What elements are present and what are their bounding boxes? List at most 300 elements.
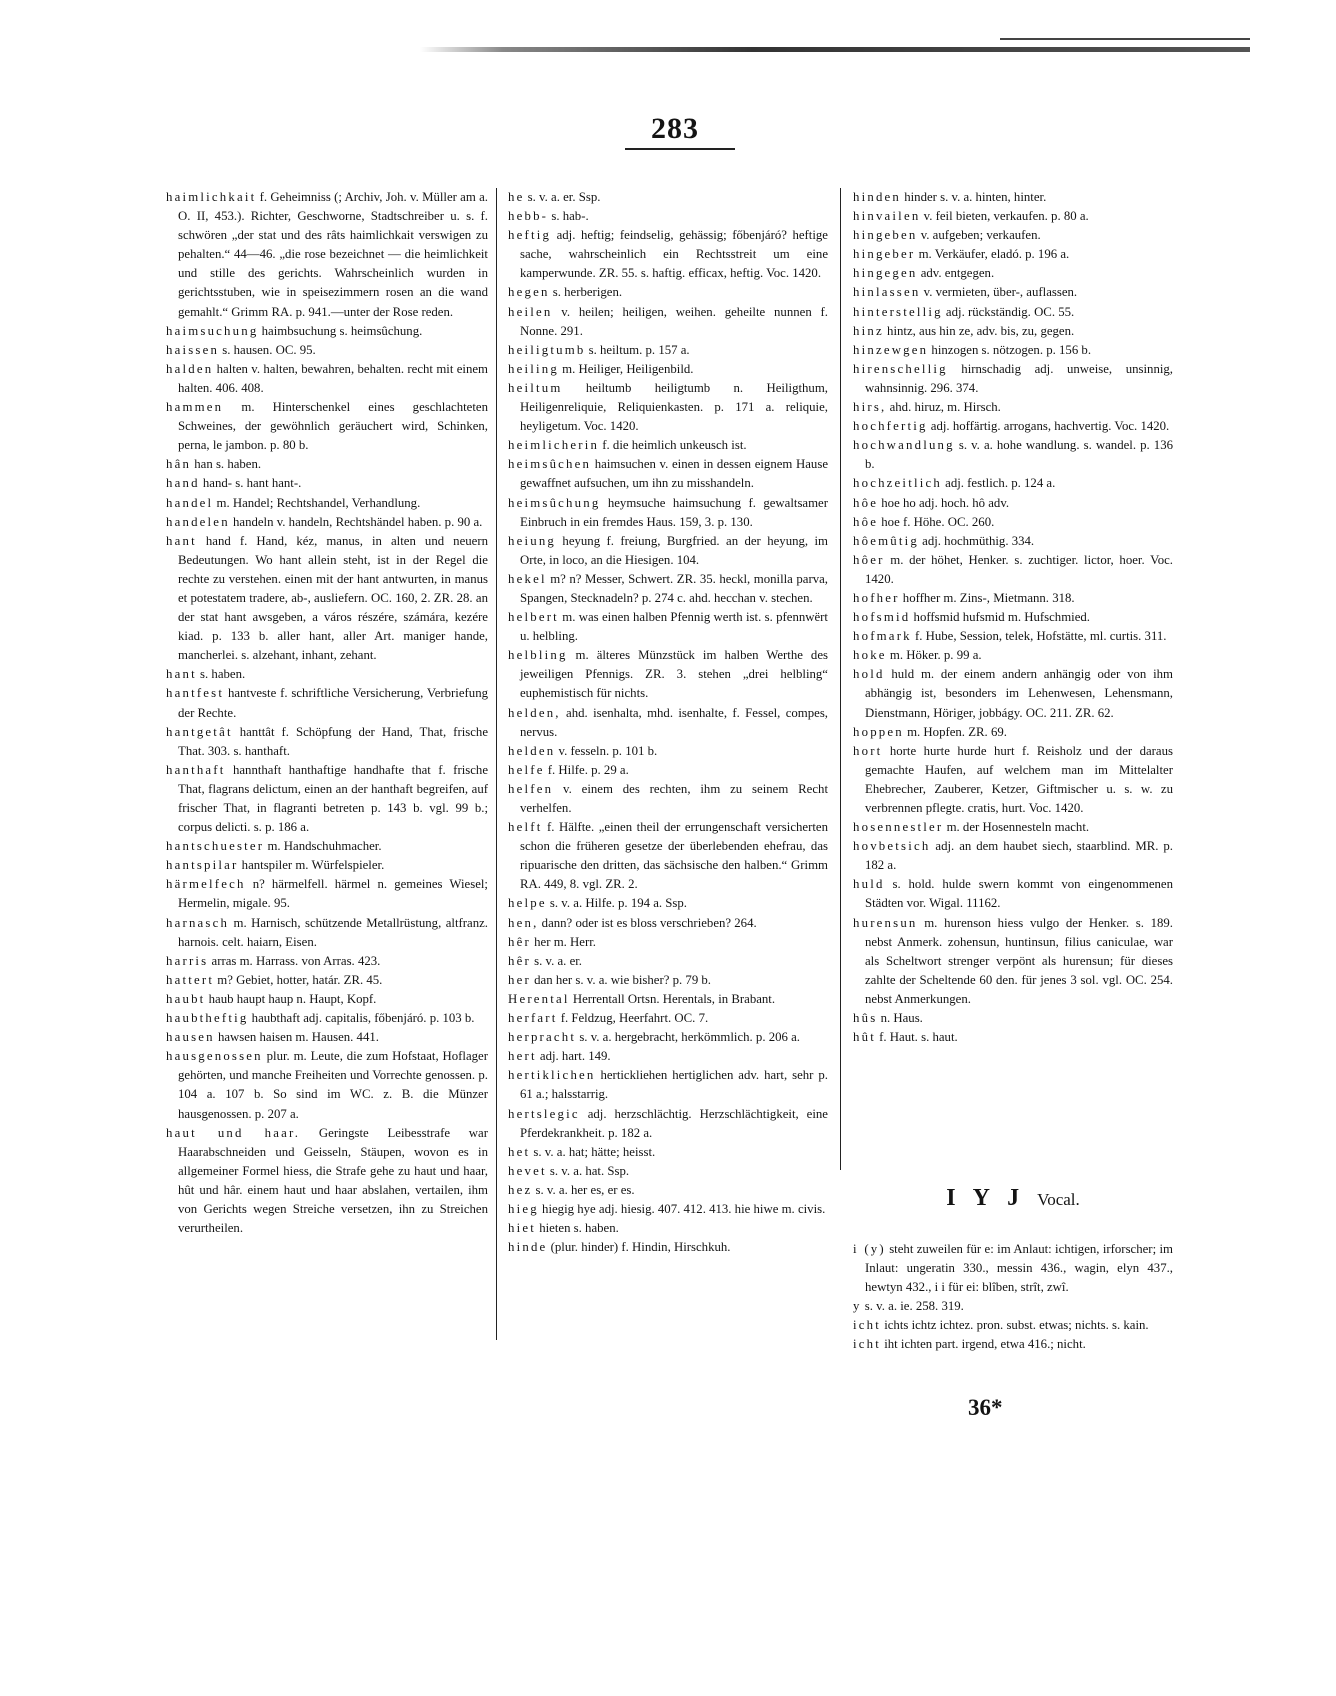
dictionary-entry	[853, 1297, 1173, 1316]
entry-headword: icht	[853, 1318, 881, 1333]
entry-definition: hoffher m. Zins-, Mietmann. 318.	[899, 590, 1075, 605]
dictionary-entry	[508, 303, 828, 341]
entry-headword: hinlassen	[853, 285, 921, 300]
dictionary-entry	[853, 665, 1173, 722]
entry-definition: adj. herzschlächtig. Herzschlächtigkeit, eine Pferdekrankheit. p. 182 a.	[520, 1106, 828, 1140]
dictionary-entry	[508, 914, 828, 933]
entry-headword: harnasch	[166, 915, 230, 930]
entry-headword: hinvailen	[853, 209, 921, 224]
entry-headword: helfe	[508, 762, 545, 777]
entry-definition: m? n? Messer, Schwert. ZR. 35. heckl, monilla parva, Spangen, Stecknadeln? p. 274 c. ahd. hecchan v. stechen.	[520, 571, 828, 605]
dictionary-entry	[508, 646, 828, 703]
entry-definition: adj. hoffärtig. arrogans, hachvertig. Voc. 1420.	[927, 419, 1170, 434]
dictionary-entry	[853, 627, 1173, 646]
entry-headword: heiung	[508, 533, 557, 548]
dictionary-entry	[166, 398, 488, 455]
entry-definition: dan her s. v. a. wie bisher? p. 79 b.	[530, 972, 712, 987]
top-rule-thin	[1000, 38, 1250, 40]
entry-headword: handel	[166, 495, 214, 510]
dictionary-entry	[166, 684, 488, 722]
column-left	[166, 188, 488, 1238]
dictionary-entry	[508, 933, 828, 952]
entry-headword: helft	[508, 820, 543, 835]
entry-definition: v. vermieten, über-, auflassen.	[920, 285, 1078, 300]
dictionary-entry	[508, 761, 828, 780]
column-divider-left	[496, 188, 497, 1340]
entry-headword: haut und haar.	[166, 1125, 301, 1140]
entry-definition: f. Hälfte. „einen theil der errungenschaft versicherten schon die früheren gesetze der überlebenden ehefrau, das ripuarische den dritten, das sächsische den halben.“ Grimm RA. 449, 8. vgl. ZR. 2.	[520, 820, 828, 892]
dictionary-entry	[853, 1009, 1173, 1028]
column-divider-right	[840, 188, 841, 1170]
entry-definition: f. Haut. s. haut.	[875, 1030, 958, 1045]
entry-definition: f. Geheimniss (; Archiv, Joh. v. Müller am a. O. II, 453.). Richter, Geschworne, Stadtschreiber u. s. f. schwören „der stat und des râts haimlichkait verswigen zu pehalten.“ 44—46. „die rose bezeichnet — die heimlichkeit und stille des gerichts. Wahrscheinlich wurden in gerichtsstuben, wie in speisezimmern rosen an die wand gemahlt.“ Grimm RA. p. 941.—unter der Rose reden.	[178, 190, 488, 319]
entry-headword: helpe	[508, 896, 547, 911]
entry-definition: adj. hochmüthig. 334.	[918, 533, 1035, 548]
entry-headword: haimsuchung	[166, 323, 259, 338]
entry-headword: handelen	[166, 514, 230, 529]
entry-definition: handeln v. handeln, Rechtshändel haben. p. 90 a.	[229, 514, 483, 529]
dictionary-entry	[853, 1240, 1173, 1297]
entry-definition: m. Heiliger, Heiligenbild.	[558, 361, 694, 376]
entry-headword: hantschuester	[166, 839, 265, 854]
entry-definition: s. v. a. er. Ssp.	[524, 190, 601, 204]
entry-definition: adv. entgegen.	[917, 266, 995, 281]
entry-headword: hûs	[853, 1011, 878, 1026]
dictionary-entry	[166, 513, 488, 532]
entry-headword: hinde	[508, 1240, 548, 1255]
entry-headword: hausen	[166, 1030, 215, 1045]
entry-definition: m. Handel; Rechtshandel, Verhandlung.	[213, 495, 421, 510]
entry-definition: plur. m. Leute, die zum Hofstaat, Hoflager gehörten, und manche Freiheiten und Vorrechte genossen. p. 104 a. 107 b. So sind im WC. z. B. die Münzer hausgenossen. p. 207 a.	[178, 1049, 488, 1121]
dictionary-entry	[166, 494, 488, 513]
dictionary-entry	[508, 570, 828, 608]
entry-definition: s. herberigen.	[549, 285, 623, 300]
entry-definition: m. Harnisch, schützende Metallrüstung, altfranz. harnois. celt. haiarn, Eisen.	[178, 915, 488, 949]
entry-definition: m. Höker. p. 99 a.	[886, 648, 982, 663]
entry-headword: hosennestler	[853, 820, 944, 835]
dictionary-entry	[508, 360, 828, 379]
dictionary-entry	[166, 1009, 488, 1028]
dictionary-entry	[853, 589, 1173, 608]
entry-headword: hoppen	[853, 724, 904, 739]
dictionary-entry	[508, 1200, 828, 1219]
entry-definition: s. v. a. hohe wandlung. s. wandel. p. 136 b.	[865, 438, 1173, 472]
entry-headword: helbling	[508, 648, 568, 663]
entry-headword: hurensun	[853, 915, 918, 930]
dictionary-entry	[853, 474, 1173, 493]
entry-definition: Herrentall Ortsn. Herentals, in Brabant.	[569, 991, 776, 1006]
entry-definition: n? härmelfell. härmel n. gemeines Wiesel; Hermelin, migale. 95.	[178, 877, 488, 911]
entry-headword: hinden	[853, 190, 902, 204]
entry-headword: heiligtumb	[508, 342, 586, 357]
entry-definition: s. v. a. hat; hätte; heisst.	[530, 1144, 656, 1159]
dictionary-entry	[853, 742, 1173, 818]
entry-headword: i (y)	[853, 1242, 886, 1256]
entry-definition: hoffsmid hufsmid m. Hufschmied.	[910, 610, 1090, 625]
dictionary-entry	[508, 894, 828, 913]
dictionary-entry	[508, 494, 828, 532]
dictionary-entry	[166, 341, 488, 360]
entry-definition: m. der Hosennesteln macht.	[943, 820, 1090, 835]
entry-headword: he	[508, 190, 525, 204]
entry-headword: hochzeitlich	[853, 476, 942, 491]
dictionary-entry	[853, 207, 1173, 226]
section-letters: I Y J	[946, 1185, 1026, 1211]
entry-definition: hawsen haisen m. Hausen. 441.	[214, 1030, 379, 1045]
dictionary-entry	[166, 1124, 488, 1239]
entry-definition: hand- s. hant hant-.	[199, 476, 302, 491]
dictionary-entry	[166, 1047, 488, 1123]
dictionary-entry	[166, 856, 488, 875]
entry-headword: hingeber	[853, 247, 916, 262]
entry-headword: hofher	[853, 590, 900, 605]
entry-definition: ahd. hiruz, m. Hirsch.	[886, 400, 1001, 415]
entry-definition: hintz, aus hin ze, adv. bis, zu, gegen.	[883, 323, 1075, 338]
dictionary-entry	[508, 990, 828, 1009]
dictionary-entry	[508, 341, 828, 360]
entry-headword: haissen	[166, 342, 220, 357]
dictionary-entry	[853, 283, 1173, 302]
dictionary-entry	[508, 1066, 828, 1104]
dictionary-entry	[508, 971, 828, 990]
dictionary-entry	[508, 1028, 828, 1047]
entry-headword: helden	[508, 743, 556, 758]
dictionary-entry	[508, 188, 828, 207]
entry-definition: hirnschadig adj. unweise, unsinnig, wahnsinnig. 296. 374.	[865, 361, 1173, 395]
entry-definition: n. Haus.	[877, 1011, 923, 1026]
entry-headword: hausgenossen	[166, 1049, 263, 1064]
dictionary-entry	[508, 1105, 828, 1143]
entry-definition: han s. haben.	[191, 457, 262, 472]
dictionary-entry	[853, 608, 1173, 627]
entry-headword: heimsûchen	[508, 457, 592, 472]
entry-definition: f. Hube, Session, telek, Hofstätte, ml. curtis. 311.	[911, 629, 1167, 644]
entry-definition: her m. Herr.	[530, 934, 596, 949]
entry-definition: haub haupt haup n. Haupt, Kopf.	[205, 991, 377, 1006]
entry-headword: hant	[166, 667, 197, 682]
entry-definition: m. was einen halben Pfennig werth ist. s. pfennwërt u. helbling.	[520, 610, 828, 644]
entry-headword: hirs,	[853, 400, 887, 415]
entry-headword: hirenschellig	[853, 361, 948, 376]
dictionary-entry	[853, 818, 1173, 837]
entry-headword: hêr	[508, 953, 531, 968]
entry-headword: hieg	[508, 1201, 539, 1216]
dictionary-entry	[508, 1181, 828, 1200]
entry-definition: f. Feldzug, Heerfahrt. OC. 7.	[557, 1011, 709, 1026]
dictionary-entry	[166, 474, 488, 493]
entry-headword: hand	[166, 476, 200, 491]
entry-headword: hevet	[508, 1163, 547, 1178]
entry-headword: helbert	[508, 610, 559, 625]
dictionary-entry	[508, 379, 828, 436]
dictionary-entry	[166, 455, 488, 474]
dictionary-entry	[508, 1162, 828, 1181]
entry-definition: haubthaft adj. capitalis, főbenjáró. p. 103 b.	[248, 1011, 475, 1026]
dictionary-entry	[853, 646, 1173, 665]
entry-headword: her	[508, 972, 531, 987]
dictionary-entry	[508, 455, 828, 493]
entry-definition: arras m. Harrass. von Arras. 423.	[208, 953, 381, 968]
entry-definition: (plur. hinder) f. Hindin, Hirschkuh.	[547, 1240, 731, 1255]
entry-headword: icht	[853, 1337, 881, 1352]
dictionary-entry	[508, 818, 828, 894]
dictionary-entry	[166, 914, 488, 952]
entry-definition: s. heiltum. p. 157 a.	[585, 342, 690, 357]
entry-headword: hoke	[853, 648, 887, 663]
entry-headword: helfen	[508, 781, 554, 796]
entry-definition: hinzogen s. nötzogen. p. 156 b.	[928, 342, 1092, 357]
entry-definition: adj. festlich. p. 124 a.	[941, 476, 1056, 491]
entry-definition: s. v. a. her es, er es.	[532, 1182, 635, 1197]
entry-headword: y	[853, 1299, 862, 1314]
dictionary-entry	[853, 245, 1173, 264]
dictionary-entry	[508, 1219, 828, 1238]
entry-definition: s. hausen. OC. 95.	[219, 342, 316, 357]
entry-headword: hinterstellig	[853, 304, 943, 319]
signature-mark: 36*	[968, 1395, 1003, 1420]
entry-definition: hertickliehen hertiglichen adv. hart, sehr p. 61 a.; halsstarrig.	[520, 1068, 828, 1102]
entry-headword: hert	[508, 1049, 537, 1064]
entry-headword: hochfertig	[853, 419, 928, 434]
dictionary-entry	[853, 322, 1173, 341]
entry-headword: hantspilar	[166, 858, 239, 873]
entry-headword: hertslegic	[508, 1106, 580, 1121]
entry-definition: f. die heimlich unkeusch ist.	[599, 438, 747, 453]
entry-definition: s. v. a. Hilfe. p. 194 a. Ssp.	[546, 896, 687, 911]
dictionary-entry	[166, 971, 488, 990]
dictionary-entry	[508, 608, 828, 646]
dictionary-entry	[508, 1143, 828, 1162]
entry-definition: m. hurenson hiess vulgo der Henker. s. 189. nebst Anmerk. zohensun, huntinsun, filius caniculae, war als Scheltwort strenger verpönt als hurensun; für dieses zahlte der Scheltende 60 den. für jenes 3 sol. vgl. OC. 254. nebst Anmerkungen.	[865, 915, 1173, 1006]
entry-definition: Geringste Leibesstrafe war Haarabschneiden und Geisseln, Stäupen, wovon es in allgemeiner Formel hiess, die Strafe gehe zu haut und haar, hût und hâr. einem haut und haar abslahen, vertailen, ihm von Gerichts wegen Streiche versetzen, ihn zu Streichen verurtheilen.	[178, 1125, 488, 1236]
dictionary-entry	[166, 875, 488, 913]
entry-definition: hoe ho adj. hoch. hô adv.	[878, 495, 1010, 510]
entry-headword: hanthaft	[166, 762, 226, 777]
entry-definition: m. Hopfen. ZR. 69.	[903, 724, 1007, 739]
dictionary-entry	[853, 1316, 1173, 1335]
entry-definition: ahd. isenhalta, mhd. isenhalte, f. Fessel, compes, nervus.	[520, 705, 828, 739]
entry-definition: v. einem des rechten, ihm zu seinem Recht verhelfen.	[520, 781, 828, 815]
entry-definition: s. v. a. er.	[530, 953, 583, 968]
entry-headword: hant	[166, 533, 197, 548]
entry-headword: huld	[853, 877, 885, 892]
entry-headword: hût	[853, 1030, 876, 1045]
entry-headword: hinz	[853, 323, 884, 338]
entry-definition: s. haben.	[196, 667, 246, 682]
entry-headword: heilen	[508, 304, 553, 319]
entry-definition: v. feil bieten, verkaufen. p. 80 a.	[920, 209, 1089, 224]
entry-definition: m. Verkäufer, eladó. p. 196 a.	[915, 247, 1070, 262]
entry-headword: hantfest	[166, 686, 225, 701]
dictionary-entry	[853, 417, 1173, 436]
entry-headword: hân	[166, 457, 192, 472]
entry-definition: hand f. Hand, kéz, manus, in alten und neuern Bedeutungen. Wo hant allein steht, ist in der Regel die rechte zu verstehen. einen mit der hant antwurten, in manus et potestatem tradere, ab-, ausliefern. OC. 160, 2. ZR. 28. an der stat hant awsgeben, a város részére, számára, kezére kiad. p. 133 b. aller hant, aller Art. maniger hande, mancherlei. s. alzehant, inhant, zehant.	[178, 533, 488, 663]
entry-headword: hegen	[508, 285, 550, 300]
dictionary-entry	[853, 341, 1173, 360]
entry-definition: s. hab-.	[548, 209, 589, 224]
entry-headword: heimsûchung	[508, 495, 601, 510]
entry-headword: hold	[853, 667, 885, 682]
entry-headword: herfart	[508, 1011, 558, 1026]
entry-headword: hort	[853, 743, 883, 758]
entry-definition: m. Handschuhmacher.	[264, 839, 382, 854]
entry-headword: heiling	[508, 361, 559, 376]
entry-definition: hoe f. Höhe. OC. 260.	[878, 514, 995, 529]
section-label: Vocal.	[1037, 1190, 1080, 1209]
dictionary-entry	[853, 875, 1173, 913]
page-number: 283	[651, 112, 699, 145]
entry-headword: hinzewgen	[853, 342, 929, 357]
entry-headword: hofsmid	[853, 610, 911, 625]
entry-definition: hannthaft hanthaftige handhafte that f. frische That, flagrans delictum, einen an der hanthaft begreifen, auf frischer That, in flagranti betreten p. 143 b. vgl. 99 b.; corpus delicti. s. p. 186 a.	[178, 762, 488, 835]
dictionary-entry	[853, 264, 1173, 283]
dictionary-entry	[166, 322, 488, 341]
dictionary-entry	[166, 360, 488, 398]
dictionary-entry	[508, 207, 828, 226]
dictionary-entry	[166, 761, 488, 837]
dictionary-entry	[508, 226, 828, 283]
dictionary-entry	[508, 283, 828, 302]
entry-headword: Herental	[508, 991, 570, 1006]
dictionary-entry	[853, 303, 1173, 322]
entry-headword: hôer	[853, 552, 885, 567]
entry-definition: m. der höhet, Henker. s. zuchtiger. lictor, hoer. Voc. 1420.	[865, 552, 1173, 586]
entry-definition: halten v. halten, bewahren, behalten. recht mit einem halten. 406. 408.	[178, 361, 488, 395]
entry-definition: f. Hilfe. p. 29 a.	[544, 762, 629, 777]
entry-definition: heymsuche haimsuchung f. gewaltsamer Einbruch in ein fremdes Haus. 159, 3. p. 130.	[520, 495, 828, 529]
entry-headword: het	[508, 1144, 531, 1159]
column-right-section	[853, 1240, 1173, 1355]
dictionary-entry	[166, 837, 488, 856]
dictionary-entry	[853, 513, 1173, 532]
page-number-rule	[625, 148, 735, 150]
entry-headword: hen,	[508, 915, 539, 930]
entry-definition: haimbsuchung s. heimsûchung.	[258, 323, 423, 338]
section-heading	[853, 1185, 1173, 1212]
entry-definition: iht ichten part. irgend, etwa 416.; nicht.	[881, 1337, 1086, 1352]
entry-definition: ichts ichtz ichtez. pron. subst. etwas; nichts. s. kain.	[881, 1318, 1149, 1333]
entry-definition: huld m. der einem andern anhängig oder von ihm abhängig ist, besonders im Lehenwesen, Lehensmann, Dienstmann, Höriger, jobbágy. OC. 211. ZR. 62.	[865, 667, 1173, 720]
dictionary-entry	[508, 436, 828, 455]
entry-headword: hammen	[166, 400, 224, 415]
dictionary-entry	[853, 723, 1173, 742]
dictionary-entry	[853, 398, 1173, 417]
entry-headword: hochwandlung	[853, 438, 955, 453]
entry-definition: hantveste f. schriftliche Versicherung, Verbriefung der Rechte.	[178, 686, 488, 720]
entry-definition: m. Hinterschenkel eines geschlachteten Schweines, der gewöhnlich geräuchert wird, Schinken, perna, le jambon. p. 80 b.	[178, 400, 488, 453]
entry-headword: helden,	[508, 705, 561, 720]
entry-headword: hantgetât	[166, 724, 233, 739]
entry-definition: haimsuchen v. einen in dessen eignem Hause gewaffnet aufsuchen, um ihn zu misshandeln.	[520, 457, 828, 491]
dictionary-entry	[853, 360, 1173, 398]
entry-definition: heyung f. freiung, Burgfried. an der heyung, im Orte, in loco, an die Hiesigen. 104.	[520, 533, 828, 567]
entry-headword: halden	[166, 361, 214, 376]
dictionary-entry	[508, 704, 828, 742]
entry-headword: hekel	[508, 571, 547, 586]
dictionary-entry	[166, 532, 488, 666]
dictionary-entry	[508, 1238, 828, 1257]
entry-headword: herpracht	[508, 1030, 577, 1045]
entry-definition: adj. heftig; feindselig, gehässig; főbenjáró? heftige sache, wahrscheinlich ein Rechtsstreit um eine kamperwunde. ZR. 55. s. haftig. efficax, heftig. Voc. 1420.	[520, 228, 828, 281]
dictionary-entry	[853, 188, 1173, 207]
entry-definition: hiegig hye adj. hiesig. 407. 412. 413. hie hiwe m. civis.	[538, 1201, 826, 1216]
column-right	[853, 188, 1173, 1047]
entry-headword: heiltum	[508, 380, 563, 395]
entry-definition: v. aufgeben; verkaufen.	[917, 228, 1041, 243]
entry-headword: hiet	[508, 1221, 536, 1236]
entry-definition: hantspiler m. Würfelspieler.	[238, 858, 385, 873]
entry-headword: harris	[166, 953, 209, 968]
entry-headword: haimlichkait	[166, 190, 257, 204]
column-middle	[508, 188, 828, 1257]
dictionary-entry	[166, 188, 488, 322]
dictionary-entry	[853, 436, 1173, 474]
entry-definition: adj. an dem haubet siech, staarblind. MR. p. 182 a.	[865, 839, 1173, 873]
entry-headword: hôe	[853, 514, 879, 529]
entry-definition: m? Gebiet, hotter, határ. ZR. 45.	[214, 972, 383, 987]
entry-headword: haubt	[166, 991, 206, 1006]
entry-headword: hofmark	[853, 629, 912, 644]
dictionary-entry	[853, 494, 1173, 513]
entry-definition: horte hurte hurde hurt f. Reisholz und der daraus gemachte Haufen, auf welchem man im Mittelalter Ehebrecher, Zauberer, Ketzer, Giftmischer u. s. w. zu verbrennen pflegte. cratis, hurt. Voc. 1420.	[865, 743, 1173, 815]
entry-definition: adj. hart. 149.	[536, 1049, 611, 1064]
dictionary-entry	[853, 551, 1173, 589]
dictionary-entry	[853, 532, 1173, 551]
entry-definition: hinder s. v. a. hinten, hinter.	[901, 190, 1047, 204]
dictionary-entry	[508, 780, 828, 818]
entry-headword: heimlicherin	[508, 438, 600, 453]
entry-headword: hovbetsich	[853, 839, 931, 854]
dictionary-entry	[508, 1047, 828, 1066]
dictionary-entry	[853, 914, 1173, 1009]
dictionary-entry	[166, 990, 488, 1009]
entry-definition: steht zuweilen für e: im Anlaut: ichtigen, irforscher; im Inlaut: ungeratin 330., messin 436., wagin, elyn 437., hewtyn 432., i i für ei: blîben, strît, zwî.	[865, 1242, 1173, 1295]
dictionary-entry	[853, 1028, 1173, 1047]
dictionary-entry	[508, 742, 828, 761]
entry-definition: adj. rückständig. OC. 55.	[942, 304, 1075, 319]
entry-definition: s. v. a. ie. 258. 319.	[861, 1299, 964, 1314]
dictionary-entry	[166, 952, 488, 971]
dictionary-entry	[508, 532, 828, 570]
entry-headword: härmelfech	[166, 877, 246, 892]
entry-definition: v. fesseln. p. 101 b.	[555, 743, 658, 758]
entry-definition: s. v. a. hergebracht, herkömmlich. p. 206 a.	[576, 1030, 801, 1045]
dictionary-entry	[166, 723, 488, 761]
entry-headword: hingeben	[853, 228, 918, 243]
entry-definition: hanttât f. Schöpfung der Hand, That, frische That. 303. s. hanthaft.	[178, 724, 488, 758]
entry-headword: heftig	[508, 228, 552, 243]
entry-definition: s. hold. hulde swern kommt von eingenommenen Städten vor. Wigal. 11162.	[865, 877, 1173, 911]
entry-headword: hingegen	[853, 266, 918, 281]
dictionary-entry	[166, 1028, 488, 1047]
entry-definition: heiltumb heiligtumb n. Heiligthum, Heiligenreliquie, Reliquienkasten. p. 171 a. reliquie, heyligetum. Voc. 1420.	[520, 380, 828, 434]
entry-headword: hertiklichen	[508, 1068, 596, 1083]
entry-definition: s. v. a. hat. Ssp.	[546, 1163, 630, 1178]
dictionary-entry	[508, 1009, 828, 1028]
entry-headword: haubtheftig	[166, 1011, 249, 1026]
dictionary-entry	[853, 1335, 1173, 1354]
dictionary-entry	[853, 226, 1173, 245]
entry-headword: hôe	[853, 495, 879, 510]
entry-definition: hieten s. haben.	[536, 1221, 619, 1236]
top-rule	[420, 47, 1250, 52]
dictionary-entry	[166, 665, 488, 684]
entry-definition: m. älteres Münzstück im halben Werthe des jeweiligen Pfennigs. ZR. 3. stehen „drei helbling“ euphemistisch für nichts.	[520, 648, 828, 701]
entry-headword: hebb-	[508, 209, 549, 224]
entry-headword: hez	[508, 1182, 533, 1197]
entry-definition: dann? oder ist es bloss verschrieben? 264.	[538, 915, 757, 930]
entry-headword: hôemûtig	[853, 533, 919, 548]
